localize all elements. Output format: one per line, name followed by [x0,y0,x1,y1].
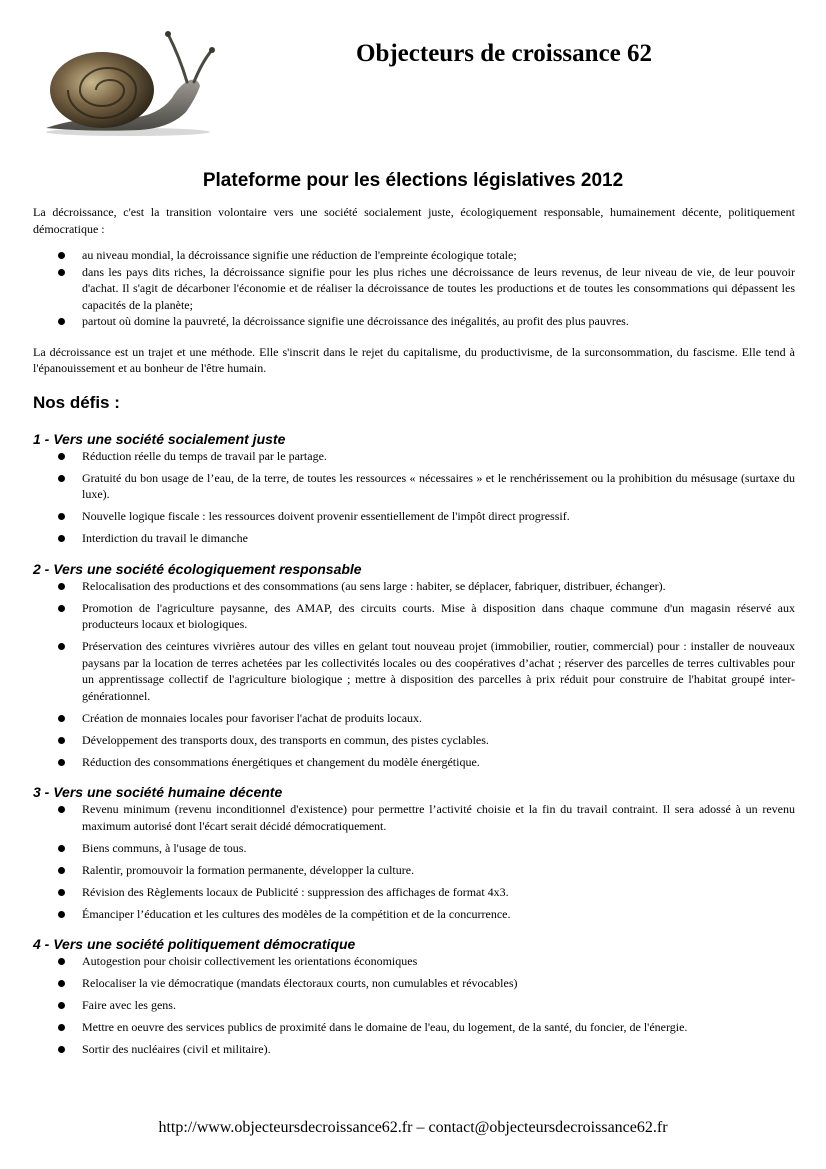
list-item: Préservation des ceintures vivrières autour des villes en gelant tout nouveau projet (immobilier, routier, commercial) pour : installer de nouveaux paysans par la location de terres achetées par les collectivités locales ou des coopératives d’achat ; réserver des parcelles de terres cultivables pour un apprentissage collectif de l'agriculture biologique ; mettre à disposition des parcelles à prix réduit pour construire de l'habitat groupé inter-générationnel. [33,638,795,704]
bullet-dot-icon [58,535,65,542]
list-item: Réduction réelle du temps de travail par le partage. [33,448,795,465]
list-item: Réduction des consommations énergétiques et changement du modèle énergétique. [33,754,795,771]
bullet-dot-icon [58,867,65,874]
snail-logo [40,28,220,140]
bullet-dot-icon [58,643,65,650]
section-title: 2 - Vers une société écologiquement responsable [33,560,362,577]
section-humaine-decente [33,784,795,922]
org-title: Objecteurs de croissance 62 [356,40,653,67]
list-item: Relocalisation des productions et des consommations (au sens large : habiter, se déplacer, fabriquer, distribuer, échanger). [33,578,795,595]
intro-bullet-item: au niveau mondial, la décroissance signifie une réduction de l'empreinte écologique totale; [33,247,795,264]
intro-bullet-item: dans les pays dits riches, la décroissance signifie pour les plus riches une décroissance de leurs revenus, de leur niveau de vie, de leur pouvoir d'achat. Il s'agit de décarboner l'économie et de réaliser la décroissance de toutes les productions et de toutes les consommations qui dépassent les capacités de la planète; [33,264,795,314]
defis-heading: Nos défis : [33,392,120,412]
list-item: Développement des transports doux, des transports en commun, des pistes cyclables. [33,732,795,749]
list-item: Révision des Règlements locaux de Publicité : suppression des affichages de format 4x3. [33,884,795,901]
list-item: Autogestion pour choisir collectivement les orientations économiques [33,953,795,970]
document-body [33,204,795,1063]
bullet-dot-icon [58,513,65,520]
bullet-dot-icon [58,1002,65,1009]
list-item: Faire avec les gens. [33,997,795,1014]
list-item: Création de monnaies locales pour favoriser l'achat de produits locaux. [33,710,795,727]
list-item: Biens communs, à l'usage de tous. [33,840,795,857]
footer-contact: http://www.objecteursdecroissance62.fr – contact@objecteursdecroissance62.fr [158,1119,668,1136]
main-title: Plateforme pour les élections législatives 2012 [202,170,624,191]
list-item: Relocaliser la vie démocratique (mandats électoraux courts, non cumulables et révocables) [33,975,795,992]
bullet-dot-icon [58,605,65,612]
intro-bullet-item: partout où domine la pauvreté, la décroissance signifie une décroissance des inégalités, au profit des plus pauvres. [33,313,795,330]
bullet-dot-icon [58,475,65,482]
bullet-dot-icon [58,1046,65,1053]
section-list [33,953,795,1058]
bullet-dot-icon [58,1024,65,1031]
bullet-dot-icon [58,318,65,325]
bullet-dot-icon [58,453,65,460]
section-socialement-juste [33,431,795,547]
bullet-dot-icon [58,583,65,590]
bullet-dot-icon [58,806,65,813]
section-list [33,801,795,922]
section-title: 3 - Vers une société humaine décente [33,784,283,800]
section-list [33,578,795,771]
bullet-dot-icon [58,269,65,276]
section-politiquement-democratique [33,936,795,1058]
section-title: 1 - Vers une société socialement juste [33,430,286,447]
list-item: Revenu minimum (revenu inconditionnel d'existence) pour permettre l’activité choisie et la fin du travail contraint. Il sera adossé à un revenu maximum autorisé dont l'écart serait décidé démocratiquement. [33,801,795,834]
intro-bullet-list [33,247,795,330]
list-item: Promotion de l'agriculture paysanne, des AMAP, des circuits courts. Mise à disposition dans chaque commune d'un magasin réservé aux producteurs locaux et biologiques. [33,600,795,633]
list-item: Émanciper l’éducation et les cultures des modèles de la compétition et de la concurrence. [33,906,795,923]
bullet-dot-icon [58,980,65,987]
bullet-dot-icon [58,889,65,896]
list-item: Interdiction du travail le dimanche [33,530,795,547]
section-list [33,448,795,547]
bullet-dot-icon [58,911,65,918]
bullet-dot-icon [58,715,65,722]
bullet-dot-icon [58,845,65,852]
section-title: 4 - Vers une société politiquement démocratique [33,936,356,952]
list-item: Sortir des nucléaires (civil et militaire). [33,1041,795,1058]
section-ecologiquement-responsable [33,561,795,771]
bullet-dot-icon [58,737,65,744]
list-item: Gratuité du bon usage de l’eau, de la terre, de toutes les ressources « nécessaires » et le renchérissement ou la prohibition du mésusage (surtaxe du luxe). [33,470,795,503]
list-item: Mettre en oeuvre des services publics de proximité dans le domaine de l'eau, du logement, de la santé, du foncier, de l'énergie. [33,1019,795,1036]
list-item: Nouvelle logique fiscale : les ressources doivent provenir essentiellement de l'impôt direct progressif. [33,508,795,525]
bullet-dot-icon [58,759,65,766]
bullet-dot-icon [58,958,65,965]
list-item: Ralentir, promouvoir la formation permanente, développer la culture. [33,862,795,879]
intro-paragraph: La décroissance, c'est la transition volontaire vers une société socialement juste, écologiquement responsable, humainement décente, politiquement démocratique : [33,205,795,236]
bullet-dot-icon [58,252,65,259]
intro-paragraph-2: La décroissance est un trajet et une méthode. Elle s'inscrit dans le rejet du capitalisme, du productivisme, de la surconsommation, du fascisme. Elle tend à l'épanouissement et au bonheur de l'être humain. [33,344,795,375]
